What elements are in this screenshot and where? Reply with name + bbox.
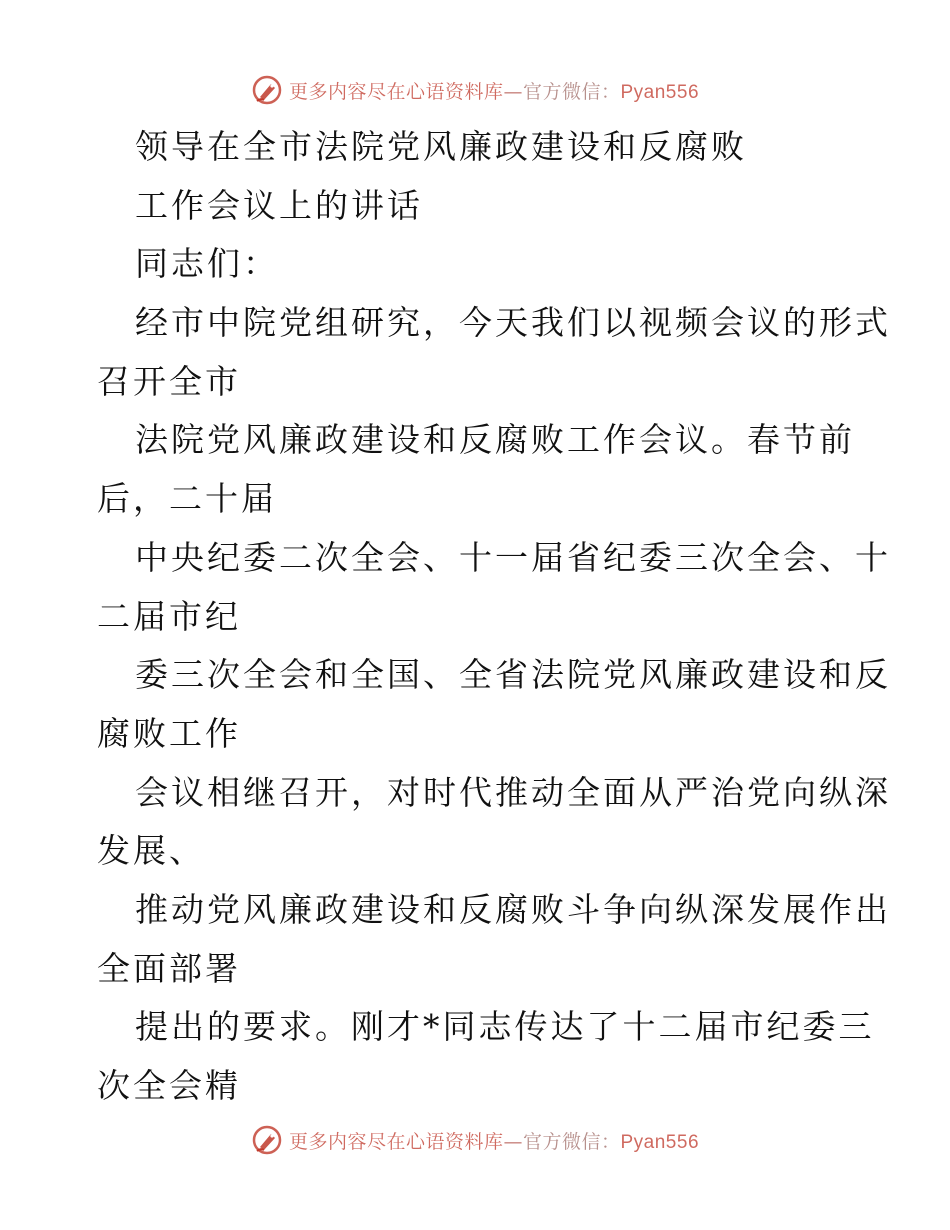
document-line: 二届市纪 bbox=[97, 596, 241, 636]
document-line: 腐败工作 bbox=[97, 713, 241, 753]
document-line: 推动党风廉政建设和反腐败斗争向纵深发展作出 bbox=[135, 889, 891, 929]
watermark-separator: — bbox=[503, 1130, 523, 1153]
document-line: 发展、 bbox=[97, 831, 205, 871]
document-line: 中央纪委二次全会、十一届省纪委三次全会、十 bbox=[135, 537, 891, 577]
watermark-brand: 更多内容尽在心语资料库 bbox=[288, 1130, 504, 1153]
watermark-wechat-label: 官方微信： bbox=[522, 1130, 621, 1153]
watermark-brand: 更多内容尽在心语资料库 bbox=[288, 80, 504, 103]
document-line: 召开全市 bbox=[97, 361, 241, 401]
document-line: 提出的要求。刚才*同志传达了十二届市纪委三 bbox=[135, 1007, 875, 1047]
watermark-wechat-id: Pyan556 bbox=[620, 81, 700, 103]
document-body bbox=[97, 118, 891, 1116]
document-line: 次全会精 bbox=[97, 1066, 241, 1105]
document-line: 工作会议上的讲话 bbox=[135, 185, 423, 225]
pen-nib-seal-icon bbox=[251, 74, 283, 106]
watermark-separator: — bbox=[503, 80, 523, 103]
document-line: 会议相继召开，对时代推动全面从严治党向纵深 bbox=[135, 772, 891, 812]
document-line: 领导在全市法院党风廉政建设和反腐败 bbox=[135, 127, 747, 166]
document-line: 法院党风廉政建设和反腐败工作会议。春节前 bbox=[135, 420, 855, 460]
footer-watermark bbox=[0, 1122, 950, 1158]
document-line: 委三次全会和全国、全省法院党风廉政建设和反 bbox=[135, 655, 891, 695]
document-line: 后，二十届 bbox=[97, 479, 277, 519]
watermark-wechat-label: 官方微信： bbox=[522, 80, 621, 103]
watermark-text bbox=[289, 1127, 699, 1154]
watermark-text bbox=[289, 77, 699, 104]
pen-nib-seal-icon bbox=[251, 1124, 283, 1156]
watermark-wechat-id: Pyan556 bbox=[620, 1131, 700, 1153]
document-line: 全面部署 bbox=[97, 948, 241, 988]
document-line: 经市中院党组研究，今天我们以视频会议的形式 bbox=[135, 303, 891, 343]
header-watermark bbox=[0, 72, 950, 108]
document-line: 同志们： bbox=[135, 244, 279, 284]
